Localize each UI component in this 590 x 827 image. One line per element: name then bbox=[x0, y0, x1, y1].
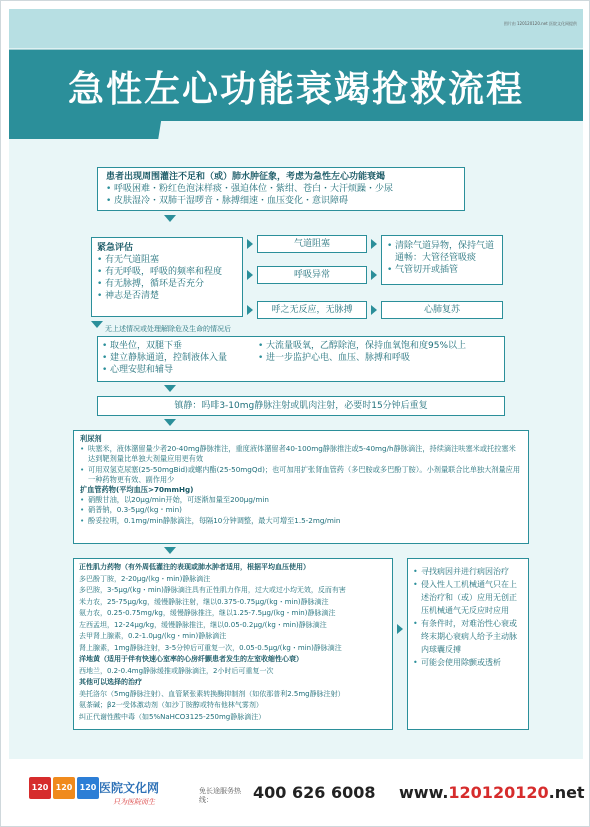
assessment-list bbox=[97, 254, 237, 302]
list-item: • 可能会使用除颤或透析 bbox=[413, 656, 523, 669]
drug-line: 其他可以选择的治疗 bbox=[79, 678, 142, 686]
arrow-right bbox=[397, 624, 403, 634]
site-logo[interactable] bbox=[29, 777, 99, 799]
other-measures-list bbox=[413, 565, 523, 669]
list-item: • 有条件时，对难治性心衰或终末期心衰病人给予主动脉内球囊反搏 bbox=[413, 617, 523, 656]
list-item: • 心理安慰和辅导 bbox=[102, 364, 252, 376]
drug-line: 多巴酚丁胺，2-20μg/(kg・min)静脉滴注 bbox=[79, 574, 211, 583]
hotline-number: 400 626 6008 bbox=[253, 783, 376, 802]
logo-slogan: 只为医院而生 bbox=[113, 798, 155, 806]
list-item: • 可用双氢克尿塞(25-50mgBid)或螺内酯(25-50mgQd)；也可加用扩张肾血管药（多巴胺或多巴酚丁胺）。小剂量联合比单独大剂量应用一种药物更有效、副作用少 bbox=[80, 465, 522, 485]
arrow-down bbox=[164, 547, 176, 554]
logo-num: 120 bbox=[77, 777, 99, 799]
list-item: • 神志是否清楚 bbox=[97, 290, 237, 302]
assessment-head: 紧急评估 bbox=[97, 243, 134, 253]
treatment-left-list bbox=[102, 340, 252, 376]
drug-line: 美托洛尔（5mg静脉注射）、血管紧张素转换酶抑制剂（如依那普利2.5mg静脉注射） bbox=[79, 689, 345, 698]
sedation-box: 镇静：吗啡3-10mg静脉注射或肌肉注射，必要时15分钟后重复 bbox=[97, 396, 505, 416]
drug-line: 去甲肾上腺素，0.2-1.0μg/(kg・min)静脉滴注 bbox=[79, 632, 227, 640]
list-item: • 有无脉搏，循环是否充分 bbox=[97, 278, 237, 290]
symptom-list bbox=[106, 183, 456, 207]
drug-line: 西地兰，0.2-0.4mg静脉缓推或静脉滴注，2小时后可重复一次 bbox=[79, 666, 274, 675]
breath-box: 呼吸异常 bbox=[257, 266, 367, 284]
diuretic-box bbox=[73, 430, 529, 544]
site-prefix: www. bbox=[399, 783, 449, 802]
list-item: • 有无呼吸，呼吸的频率和程度 bbox=[97, 266, 237, 278]
initial-treatment-box bbox=[97, 336, 505, 382]
arrow-right bbox=[247, 270, 253, 280]
hotline-label: 免长途服务热线： bbox=[199, 787, 241, 804]
arrow-down bbox=[164, 215, 176, 222]
list-item: • 有无气道阻塞 bbox=[97, 254, 237, 266]
cpr-box: 心肺复苏 bbox=[381, 301, 503, 319]
drug-line: 氨茶碱；β2一受体激动剂（如沙丁胺醇或特布他林气雾剂） bbox=[79, 701, 263, 709]
list-item: • 呋塞米，液体潴留量少者20-40mg静脉推注，重度液体潴留者40-100mg静脉推注或5-40mg/h静脉滴注，持续滴注呋塞米或托拉塞米达到靶剂量比单独大剂量应用更有效 bbox=[80, 444, 522, 464]
arrow-right bbox=[247, 305, 253, 315]
list-item: • 寻找病因并进行病因治疗 bbox=[413, 565, 523, 578]
list-item: • 进一步监护心电、血压、脉搏和呼吸 bbox=[258, 352, 502, 364]
arrow-down bbox=[91, 321, 103, 328]
list-item: • 气管切开或插管 bbox=[387, 264, 497, 276]
logo-num: 120 bbox=[29, 777, 51, 799]
diuretic-list bbox=[80, 444, 522, 485]
symptom-head: 患者出现周围灌注不足和（或）肺水肿征象，考虑为急性左心功能衰竭 bbox=[106, 172, 386, 182]
assessment-box bbox=[91, 237, 243, 317]
vasodilator-list bbox=[80, 495, 522, 526]
logo-num: 120 bbox=[53, 777, 75, 799]
list-item: • 建立静脉通道，控制液体入量 bbox=[102, 352, 252, 364]
drug-therapy-box bbox=[73, 558, 393, 730]
step3-note: 无上述情况或处理解除危及生命的情况后 bbox=[105, 325, 231, 333]
treatment-right-list bbox=[258, 340, 502, 364]
drug-line: 肾上腺素，1mg静脉注射，3-5分钟后可重复一次，0.05-0.5μg/(kg・min)静脉滴注 bbox=[79, 643, 342, 652]
site-suffix: .net bbox=[548, 783, 585, 802]
list-item: • 取坐位，双腿下垂 bbox=[102, 340, 252, 352]
list-item: • 大流量吸氧，乙醇除泡，保持血氧饱和度95%以上 bbox=[258, 340, 502, 352]
logo-text: 医院文化网 bbox=[99, 781, 160, 795]
list-item: • 清除气道异物，保持气道通畅：大管径管吸痰 bbox=[387, 240, 497, 264]
page-title: 急性左心功能衰竭抢救流程 bbox=[67, 69, 524, 110]
arrow-right bbox=[371, 270, 377, 280]
airway-action-list bbox=[387, 240, 497, 276]
drug-line: 多巴胺，3-5μg/(kg・min)静脉滴注具有正性肌力作用，过大或过小均无效，反而有害 bbox=[79, 586, 346, 594]
other-measures-box bbox=[407, 558, 529, 730]
symptom-box bbox=[97, 167, 465, 211]
drug-line: 米力农，25-75μg/kg，缓慢静脉注射，继以0.375-0.75μg/(kg・min)静脉滴注 bbox=[79, 597, 329, 606]
list-item: • 酚妥拉明，0.1mg/min静脉滴注，每隔10分钟调整，最大可增至1.5-2mg/min bbox=[80, 516, 522, 526]
list-item: • 皮肤湿冷・双肺干湿啰音・脉搏细速・血压变化・意识障碍 bbox=[106, 195, 456, 207]
arrow-right bbox=[371, 305, 377, 315]
arrow-right bbox=[371, 239, 377, 249]
drug-line: 纠正代谢性酸中毒（如5%NaHCO3125-250mg静脉滴注） bbox=[79, 712, 266, 721]
list-item: • 呼吸困难・粉红色泡沫样痰・强迫体位・紫绀、苍白・大汗烦躁・少尿 bbox=[106, 183, 456, 195]
drug-line: 洋地黄（适用于伴有快速心室率的心房纤颤患者发生的左室收缩性心衰） bbox=[79, 655, 303, 663]
drug-line: 正性肌力药物（有外周低灌注的表现或肺水肿者适用，根据平均血压使用） bbox=[79, 563, 310, 571]
arrow-right bbox=[247, 239, 253, 249]
drug-line: 氨力农，0.25-0.75mg/kg，缓慢静脉推注，继以1.25-7.5μg/(kg・min)静脉滴注 bbox=[79, 609, 336, 617]
list-item: • 硝普钠，0.3-5μg/(kg・min) bbox=[80, 505, 522, 515]
vasodilator-head: 扩血管药物(平均血压>70mmHg) bbox=[80, 485, 194, 495]
diuretic-head: 利尿剂 bbox=[80, 434, 102, 443]
arrow-down bbox=[164, 385, 176, 392]
website-link[interactable] bbox=[399, 783, 585, 802]
airway-box: 气道阻塞 bbox=[257, 235, 367, 253]
no-pulse-box: 呼之无反应，无脉搏 bbox=[257, 301, 367, 319]
list-item: • 硝酸甘油，以20μg/min开始，可逐渐加量至200μg/min bbox=[80, 495, 522, 505]
top-note: 图片由 120120120.net 医院文化网提供 bbox=[503, 21, 577, 26]
airway-action-box bbox=[381, 235, 503, 285]
banner-line bbox=[9, 48, 583, 50]
arrow-down bbox=[164, 419, 176, 426]
list-item: • 侵入性人工机械通气只在上述治疗和（或）应用无创正压机械通气无反应时应用 bbox=[413, 578, 523, 617]
site-num: 120120120 bbox=[448, 783, 549, 802]
drug-line: 左西孟坦，12-24μg/kg，缓慢静脉推注，继以0.05-0.2μg/(kg・min)静脉滴注 bbox=[79, 620, 327, 629]
top-strip bbox=[9, 9, 583, 49]
